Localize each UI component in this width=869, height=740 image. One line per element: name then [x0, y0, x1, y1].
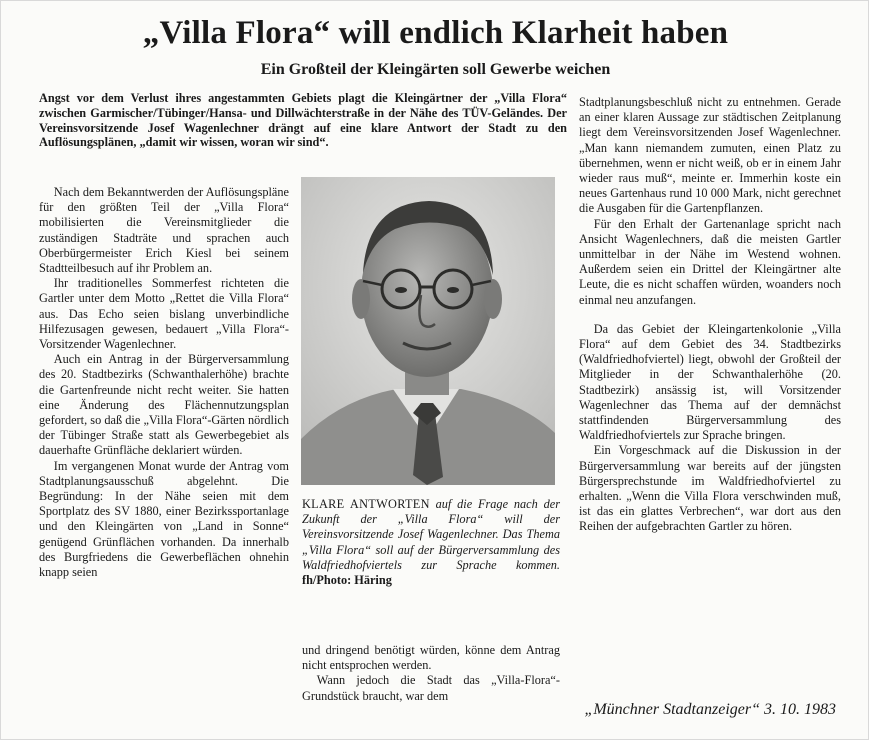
caption-lead: KLARE ANTWORTEN	[302, 497, 430, 511]
paragraph: Nach dem Bekanntwerden der Auflösungspläne für den größten Teil der „Villa Flora“ mobilisierten die Vereinsmitglieder die zuständigen Stadträte und sprachen auch Oberbürgermeister Erich Kiesl bei seinem Stadtteilbesuch auf ihr Problem an.	[39, 185, 289, 276]
headline: „Villa Flora“ will endlich Klarheit haben	[142, 15, 729, 51]
column-middle	[302, 643, 560, 704]
caption-text: auf die Frage nach der Zukunft der „Villa Flora“ will der Vereinsvorsitzende Josef Wagenlechner. Das Thema „Villa Flora“ soll auf der Bürgerversammlung des Waldfriedhofviertels zur Sprache kommen.	[302, 497, 560, 572]
section-gap	[579, 308, 841, 322]
paragraph: Für den Erhalt der Gartenanlage spricht nach Ansicht Wagenlechners, daß die meisten Gartler unmittelbar in der Nähe im Westend wohnen. Außerdem seien ein Drittel der Kleingärtner alte Leute, die es nicht schaffen würden, woanders noch einmal neu anzufangen.	[579, 216, 841, 307]
subheadline: Ein Großteil der Kleingärten soll Gewerbe weichen	[260, 61, 611, 78]
paragraph: und dringend benötigt würden, könne dem Antrag nicht entsprochen werden.	[302, 643, 560, 673]
paragraph: Stadtplanungsbeschluß nicht zu entnehmen. Gerade an einer klaren Aussage zur städtischen Zeitplanung liegt dem Vereinsvorsitzenden Josef Wagenlechner. „Man kann niemandem zumuten, einen Platz zu übernehmen, wenn er nicht weiß, ob er in einem Jahr wieder raus muß“, meinte er. Immerhin koste ein neues Gartenhaus rund 10 000 Mark, nicht gerechnet die Ausgaben für die Gartenpflanzen.	[579, 95, 841, 216]
paragraph: Ein Vorgeschmack auf die Diskussion in der Bürgerversammlung war bereits auf der jüngsten Bürgersprechstunde im Waldfriedhofviertel zu erhalten. „Wenn die Villa Flora verschwinden muß, ist das ein glattes Verbrechen“, war dort aus den Reihen der aufgebrachten Gartler zu hören.	[579, 443, 841, 534]
paragraph: Da das Gebiet der Kleingartenkolonie „Villa Flora“ auf dem Gebiet des 34. Stadtbezirks (Waldfriedhofviertel) liegt, obwohl der Großteil der Mitglieder in der Schwanthalerhöhe (20. Stadtbezirk) ansässig ist, will Vorsitzender Wagenlechner das Thema auf der demnächst stattfindenden Bürgerversammlung des Waldfriedhofviertels zur Sprache bringen.	[579, 321, 841, 443]
paragraph: Wann jedoch die Stadt das „Villa-Flora“-Grundstück braucht, war dem	[302, 673, 560, 703]
source-citation: „Münchner Stadtanzeiger“ 3. 10. 1983	[584, 701, 836, 718]
lead-paragraph: Angst vor dem Verlust ihres angestammten Gebiets plagt die Kleingärtner der „Villa Flora“ zwischen Garmischer/Tübinger/Hansa- und Dillwächterstraße in der Nähe des TÜV-Geländes. Der Vereinsvorsitzende Josef Wagenlechner drängt auf eine klare Antwort der Stadt zu den Auflösungsplänen, „damit wir wissen, woran wir sind“.	[39, 91, 567, 150]
portrait-photo	[301, 177, 555, 485]
photo-credit: fh/Photo: Häring	[302, 573, 392, 588]
photo-caption	[302, 497, 560, 588]
column-right	[579, 95, 841, 535]
paragraph: Im vergangenen Monat wurde der Antrag vom Stadtplanungsausschuß abgelehnt. Die Begründung: In der Nähe seien mit dem Sportplatz des SV 1880, einer Bezirkssportanlage und den Kleingärten von „Land in Sonne“ genügend Grünflächen vorhanden. Da innerhalb des Burgfriedens die Gewerbeflächen ohnehin knapp seien	[39, 458, 289, 580]
paragraph: Auch ein Antrag in der Bürgerversammlung des 20. Stadtbezirks (Schwanthalerhöhe) brachte die Gartenfreunde nicht recht weiter. Sie hatten eine Änderung des Flächennutzungsplan gefordert, so daß die „Villa Flora“-Gärten nördlich der Tübinger Straße statt als Gewerbegebiet als dauerhafte Grünfläche deklariert würden.	[39, 352, 289, 458]
portrait-illustration	[301, 177, 555, 485]
column-left	[39, 185, 289, 580]
paragraph: Ihr traditionelles Sommerfest richteten die Gartler unter dem Motto „Rettet die Villa Flora“ aus. Das Echo seien bislang unverbindliche Hilfezusagen gewesen, bedauert „Villa Flora“-Vorsitzender Wagenlechner.	[39, 276, 289, 352]
